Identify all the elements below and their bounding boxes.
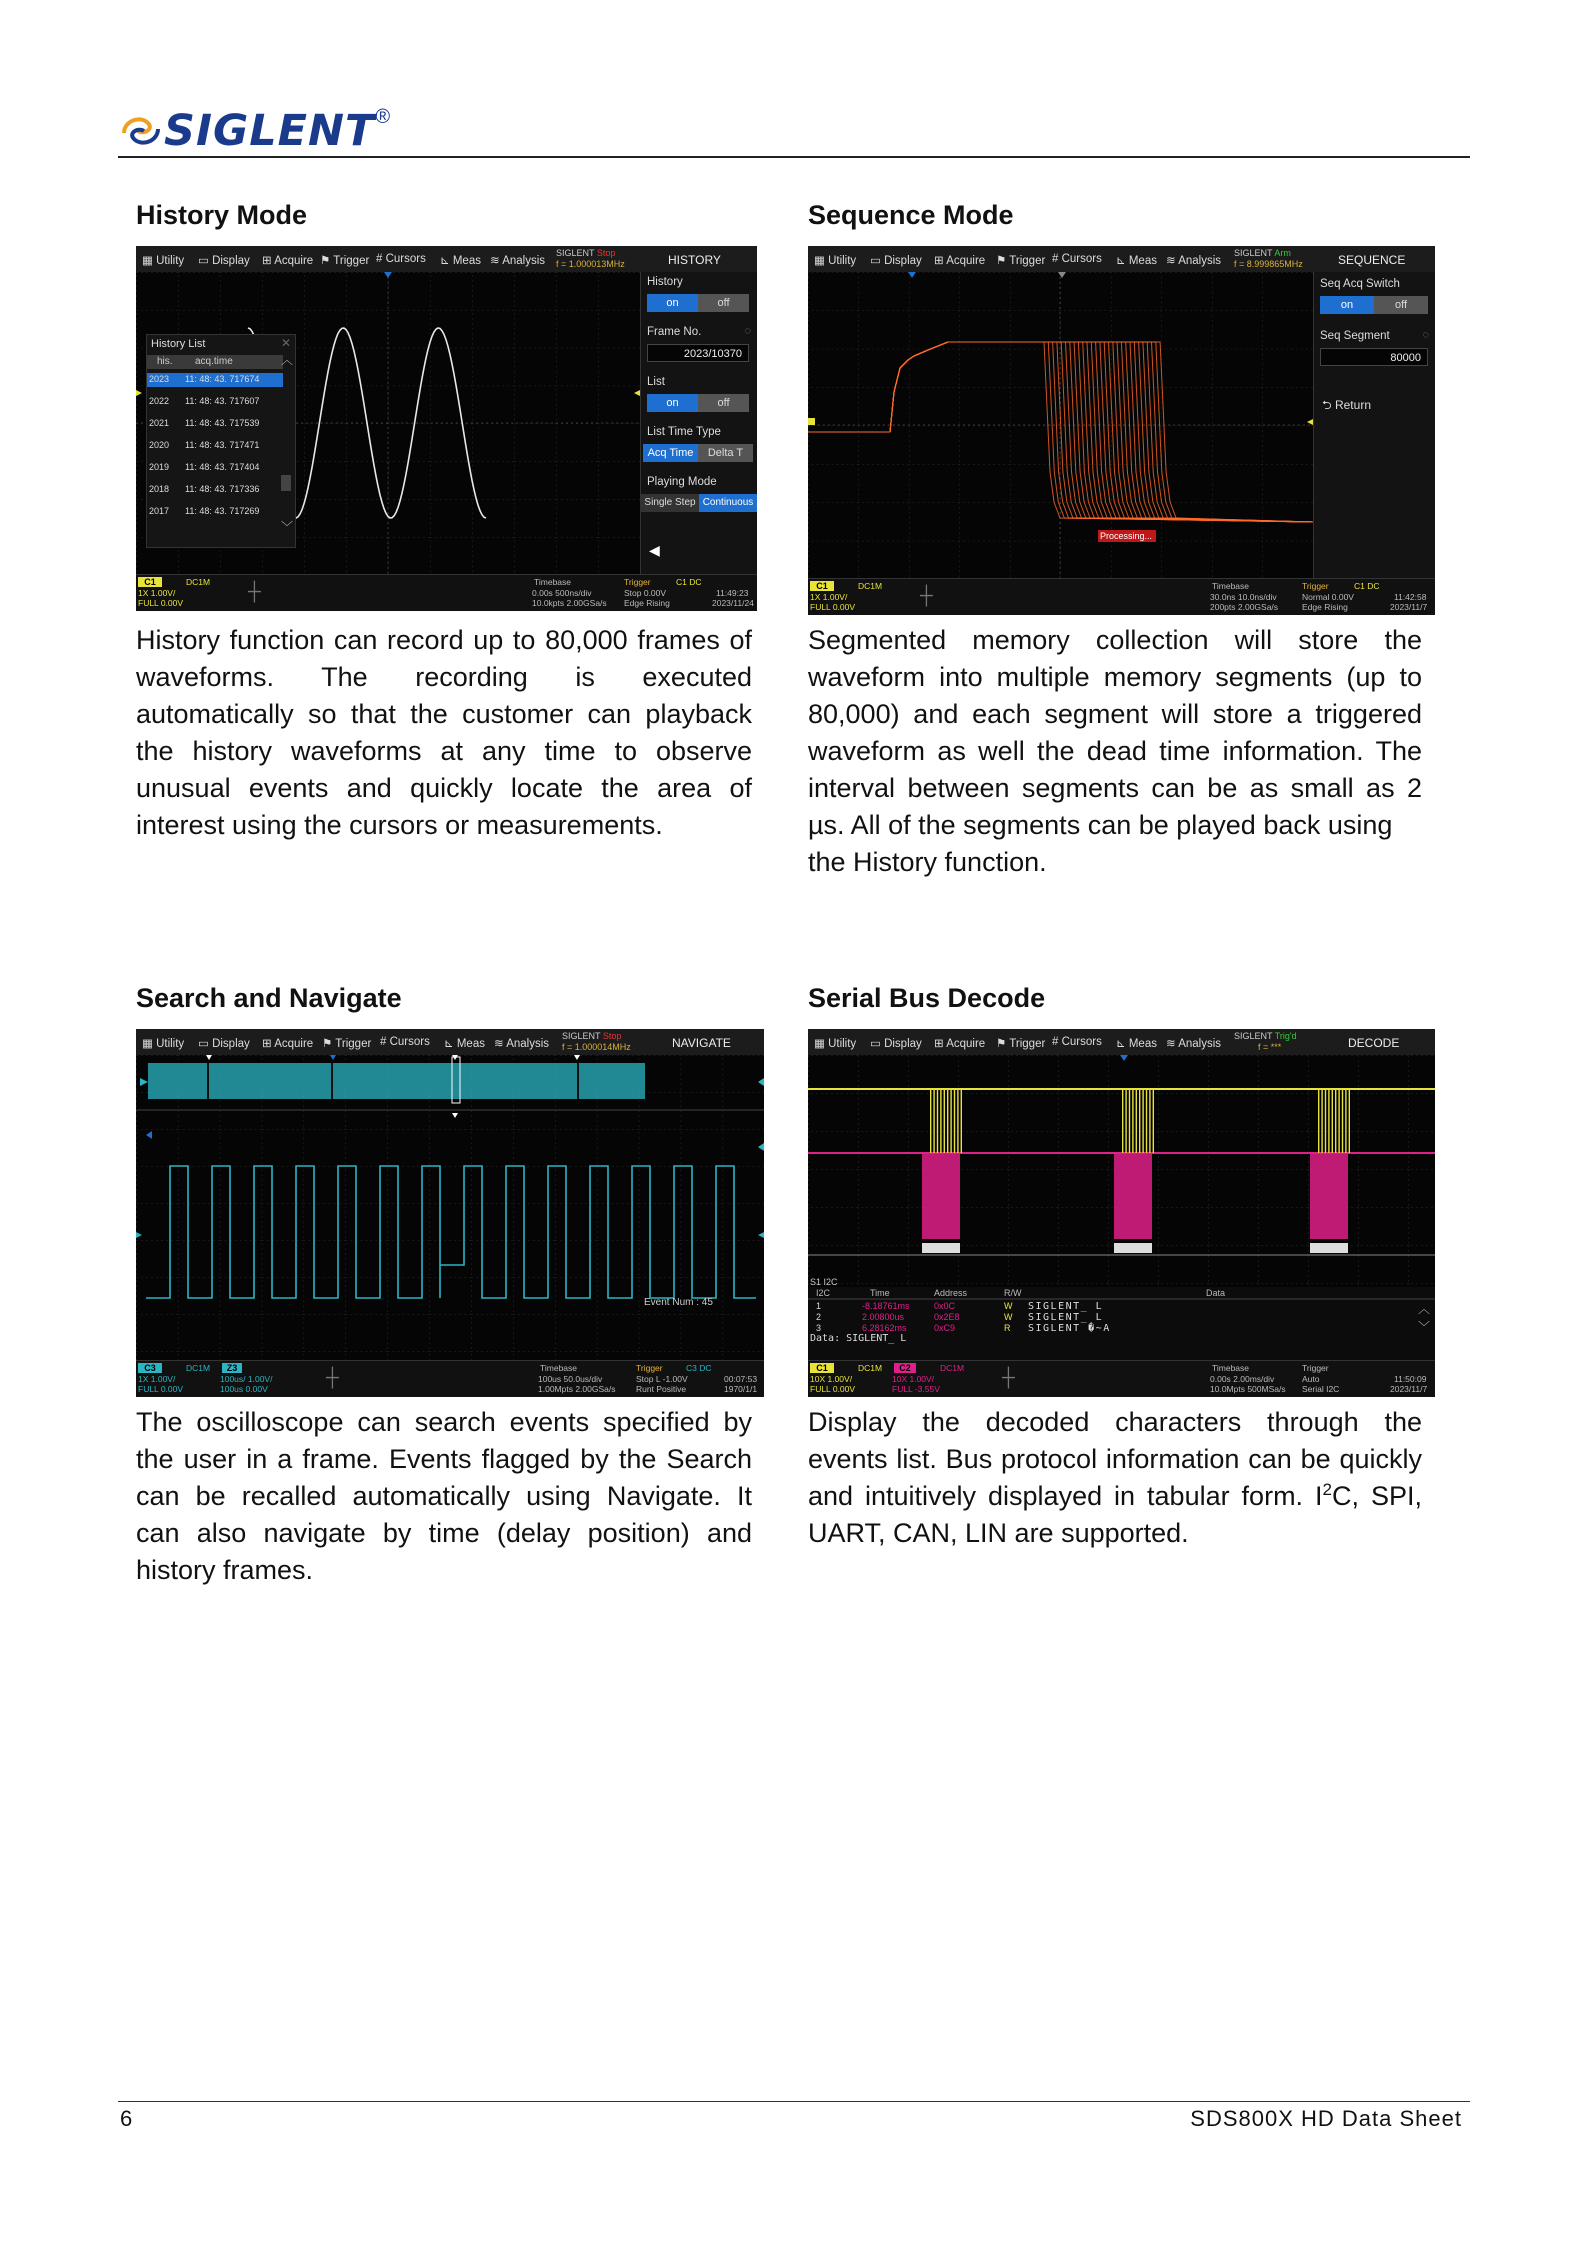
scl-pulse: [1139, 1089, 1140, 1153]
sda-burst: [1310, 1153, 1348, 1239]
decode-scope-screen: [808, 1029, 1435, 1397]
sequence-description: Segmented memory collection will store the waveform into multiple memory segments (up to 80,000) and each segment will store a triggered waveform as well the dead time information. The interval between segments can be as small as 2 µs. All of the segments can be played back using the History function.: [808, 625, 1422, 877]
add-channel-icon[interactable]: ┼: [920, 585, 933, 605]
status-bar: C1 DC1M 1X 1.00V/ FULL 0.00V ┼ Timebase 30.0ns 10.0ns/div 200pts 2.00GSa/s Trigger C1 DC Normal 0.00V Edge Rising 11:42:58 2023/11/7: [808, 578, 1435, 615]
scl-pulse: [1129, 1089, 1130, 1153]
menu-cursors[interactable]: # Cursors: [1052, 253, 1102, 265]
seq-segment-label: Seq Segment: [1320, 330, 1390, 342]
scl-pulse: [1142, 1089, 1143, 1153]
menu-utility[interactable]: ▦ Utility: [142, 1038, 185, 1050]
decode-table-header: Time: [870, 1288, 890, 1298]
page-number: 6: [120, 2106, 133, 2131]
return-icon: ⮌: [1322, 398, 1332, 412]
scl-pulse: [1132, 1089, 1133, 1153]
scl-pulse: [1136, 1089, 1137, 1153]
history-list-row[interactable]: 2018 11: 48: 43. 717336: [149, 484, 260, 494]
scl-pulse: [1328, 1089, 1329, 1153]
scroll-up-icon[interactable]: ︿: [280, 353, 293, 367]
adjust-knob-icon: ◌: [744, 325, 751, 337]
menu-bar: [136, 1029, 764, 1055]
decode-table-cell: -8.18761ms: [862, 1301, 910, 1311]
scl-pulse: [1345, 1089, 1346, 1153]
scl-pulse: [1325, 1089, 1326, 1153]
sda-burst: [1114, 1153, 1152, 1239]
history-list-row[interactable]: 2021 11: 48: 43. 717539: [149, 418, 260, 428]
playing-mode-label: Playing Mode: [647, 476, 717, 488]
menu-display[interactable]: ▭ Display: [198, 1038, 250, 1050]
scl-pulse: [1125, 1089, 1126, 1153]
menu-meas[interactable]: ⊾ Meas: [1116, 1038, 1157, 1050]
decode-table-cell: 6.28162ms: [862, 1323, 907, 1333]
play-back-icon[interactable]: ◀: [649, 542, 660, 558]
navigate-scope-screen: [136, 1029, 764, 1397]
history-list-row[interactable]: 2023 11: 48: 43. 717674: [147, 373, 283, 387]
menu-meas[interactable]: ⊾ Meas: [444, 1038, 485, 1050]
logo-registered: ®: [375, 105, 391, 128]
scl-pulse: [1332, 1089, 1333, 1153]
waveform-plot: [808, 272, 1313, 579]
sequence-scope-screen: [808, 246, 1435, 615]
menu-trigger[interactable]: ⚑ Trigger: [322, 1038, 372, 1050]
serial-bus-decode-title: Serial Bus Decode: [808, 983, 1046, 1013]
history-list-row[interactable]: 2019 11: 48: 43. 717404: [149, 462, 260, 472]
decode-data-line: Data: SIGLENT_ L: [810, 1333, 907, 1344]
zoom-overview-band: [148, 1063, 645, 1099]
decode-table-cell: 0x2E8: [934, 1312, 960, 1322]
bus-label: S1 I2C: [810, 1277, 838, 1287]
return-button[interactable]: ⮌ Return: [1322, 398, 1371, 412]
waveform-plot: [136, 1055, 764, 1361]
scroll-up-icon[interactable]: ︿: [1418, 1302, 1431, 1316]
decode-table-cell: SIGLENT_ L: [1028, 1301, 1104, 1312]
ch3-badge[interactable]: C3: [138, 1363, 162, 1373]
mode-title: NAVIGATE: [672, 1036, 731, 1050]
menu-acquire[interactable]: ⊞ Acquire: [262, 1038, 314, 1050]
history-toggle[interactable]: on off: [647, 294, 749, 312]
menu-trigger[interactable]: ⚑ Trigger: [320, 255, 370, 267]
seq-segment-value[interactable]: 80000: [1320, 348, 1428, 366]
decode-table-header: R/W: [1004, 1288, 1022, 1298]
history-list-title: History List: [151, 338, 206, 350]
brand-status: SIGLENT Stop f = 1.000013MHz: [556, 248, 625, 269]
menu-analysis[interactable]: ≋ Analysis: [1166, 255, 1222, 267]
brand-status: SIGLENT Stop f = 1.000014MHz: [562, 1031, 631, 1052]
sequence-side-menu: [1313, 272, 1435, 579]
event-num: Event Num : 45: [644, 1297, 713, 1308]
menu-acquire[interactable]: ⊞ Acquire: [934, 1038, 986, 1050]
scl-pulse: [933, 1089, 934, 1153]
menu-utility[interactable]: ▦ Utility: [142, 255, 185, 267]
menu-display[interactable]: ▭ Display: [198, 255, 250, 267]
clock-date: 2023/11/24: [712, 598, 754, 608]
menu-analysis[interactable]: ≋ Analysis: [494, 1038, 550, 1050]
clock-time: 11:49:23: [716, 588, 749, 598]
history-side-menu: [640, 272, 757, 575]
menu-display[interactable]: ▭ Display: [870, 1038, 922, 1050]
decode-table-cell: 0xC9: [934, 1323, 956, 1333]
menu-cursors[interactable]: # Cursors: [1052, 1036, 1102, 1048]
decode-table-cell: 2.00800us: [862, 1312, 905, 1322]
search-description: The oscilloscope can search events specified by the user in a frame. Events flagged by the Search can be recalled automatically using Navigate. It can also navigate by time (delay position) and history frames.: [136, 1407, 752, 1585]
zoom-ch3-badge[interactable]: Z3: [222, 1363, 242, 1373]
close-icon[interactable]: ✕: [280, 336, 291, 350]
decode-marker: [922, 1243, 960, 1253]
scl-pulse: [954, 1089, 955, 1153]
scl-pulse: [950, 1089, 951, 1153]
ch1-badge[interactable]: C1: [810, 1363, 834, 1373]
scl-pulse: [1321, 1089, 1322, 1153]
brand-status: SIGLENT Arm f = 8.999865MHz: [1234, 248, 1303, 269]
playing-mode-toggle[interactable]: Single Step Continuous: [641, 494, 757, 512]
menu-bar: [808, 1029, 1435, 1055]
menu-acquire[interactable]: ⊞ Acquire: [934, 255, 986, 267]
decode-table-cell: 1: [816, 1301, 822, 1311]
clock-date: 2023/11/7: [1390, 1384, 1428, 1394]
history-list-row[interactable]: 2020 11: 48: 43. 717471: [149, 440, 260, 450]
history-list-panel: [146, 334, 296, 548]
status-bar: C1 DC1M 10X 1.00V/ FULL 0.00V C2 DC1M 10X 1.00V/ FULL -3.55V ┼ Timebase 0.00s 2.00ms/div 10.0Mpts 500MSa/s Trigger Auto Serial I2C 11:50:09 2023/11/7: [808, 1360, 1435, 1397]
seq-acq-switch-label: Seq Acq Switch: [1320, 278, 1400, 290]
decode-table-cell: 2: [816, 1312, 822, 1322]
menu-acquire[interactable]: ⊞ Acquire: [262, 255, 314, 267]
scl-pulse: [1149, 1089, 1150, 1153]
frame-no-label: Frame No.: [647, 326, 702, 338]
decode-description: Display the decoded characters through the events list. Bus protocol information can be quickly and intuitively displayed in tabular form. $I^2C$, SPI, UART, CAN, LIN are supported.: [808, 1407, 1422, 1548]
menu-display[interactable]: ▭ Display: [870, 255, 922, 267]
clock-date: 1970/1/1: [724, 1384, 758, 1394]
menu-utility[interactable]: ▦ Utility: [814, 1038, 857, 1050]
search-navigate-title: Search and Navigate: [136, 983, 402, 1013]
sda-burst: [922, 1153, 960, 1239]
decode-line-3: and intuitively displayed in tabular form. $I^2C$, SPI,: [808, 1480, 1422, 1511]
mode-title: HISTORY: [668, 253, 721, 267]
menu-meas[interactable]: ⊾ Meas: [1116, 255, 1157, 267]
sequence-mode-title: Sequence Mode: [808, 200, 1014, 230]
menu-analysis[interactable]: ≋ Analysis: [490, 255, 546, 267]
add-channel-icon[interactable]: ┼: [248, 581, 261, 601]
list-time-type-toggle[interactable]: Acq Time Delta T: [643, 444, 753, 462]
menu-trigger[interactable]: ⚑ Trigger: [996, 1038, 1046, 1050]
ch1-offset-marker: [808, 418, 815, 425]
add-channel-icon[interactable]: ┼: [1002, 1367, 1015, 1387]
scroll-down-icon[interactable]: ﹀: [280, 520, 293, 534]
scl-pulse: [944, 1089, 945, 1153]
scl-pulse: [1342, 1089, 1343, 1153]
decode-table-header: I2C: [816, 1288, 831, 1298]
decode-table-header: Data: [1206, 1288, 1226, 1298]
history-list-header: his. acq.time: [147, 355, 283, 369]
menu-trigger[interactable]: ⚑ Trigger: [996, 255, 1046, 267]
menu-cursors[interactable]: # Cursors: [376, 253, 426, 265]
history-list-row[interactable]: 2017 11: 48: 43. 717269: [149, 506, 260, 516]
menu-meas[interactable]: ⊾ Meas: [440, 255, 481, 267]
add-channel-icon[interactable]: ┼: [326, 1367, 339, 1387]
menu-bar: [136, 246, 757, 272]
decode-table-cell: SIGLENT_ L: [1028, 1312, 1104, 1323]
scl-pulse: [940, 1089, 941, 1153]
decode-table-cell: 0x0C: [934, 1301, 956, 1311]
footer-doc-title: SDS800X HD Data Sheet: [1190, 2106, 1462, 2131]
waveform-plot: [808, 1055, 1435, 1361]
siglent-logo: [118, 106, 390, 156]
menu-utility[interactable]: ▦ Utility: [814, 255, 857, 267]
scl-pulse: [1122, 1089, 1123, 1153]
history-description: History function can record up to 80,000 frames of waveforms. The recording is executed automatically so that the customer can playback the history waveforms at any time to observe unusual events and quickly locate the area of interest using the cursors or measurements.: [136, 625, 752, 840]
decode-marker: [1114, 1243, 1152, 1253]
ch1-badge[interactable]: C1: [810, 581, 834, 591]
clock-time: 11:42:58: [1394, 592, 1427, 602]
clock-time: 00:07:53: [724, 1374, 758, 1384]
decode-table-cell: W: [1004, 1301, 1013, 1311]
menu-analysis[interactable]: ≋ Analysis: [1166, 1038, 1222, 1050]
decode-table-cell: R: [1004, 1323, 1011, 1333]
seq-acq-switch-toggle[interactable]: on off: [1320, 296, 1428, 314]
siglent-swirl-icon: [118, 111, 164, 151]
processing-text: Processing...: [1100, 531, 1153, 541]
ch1-badge[interactable]: C1: [138, 577, 162, 587]
list-label: List: [647, 376, 665, 388]
menu-cursors[interactable]: # Cursors: [380, 1036, 430, 1048]
frame-no-value[interactable]: 2023/10370: [647, 344, 749, 362]
history-list-row[interactable]: 2022 11: 48: 43. 717607: [149, 396, 260, 406]
decode-table-cell: 3: [816, 1323, 822, 1333]
decode-table-cell: W: [1004, 1312, 1013, 1322]
mode-title: DECODE: [1348, 1036, 1400, 1050]
history-label: History: [647, 276, 683, 288]
scl-pulse: [1349, 1089, 1350, 1153]
adjust-knob-icon: ◌: [1422, 329, 1429, 341]
scl-pulse: [1335, 1089, 1336, 1153]
scl-pulse: [1153, 1089, 1154, 1153]
brand-status: SIGLENT Trig'd f = ***: [1234, 1031, 1297, 1052]
decode-marker: [1310, 1243, 1348, 1253]
scl-pulse: [961, 1089, 962, 1153]
scl-pulse: [1146, 1089, 1147, 1153]
scroll-down-icon[interactable]: ﹀: [1418, 1320, 1431, 1334]
scl-pulse: [1318, 1089, 1319, 1153]
list-scrollbar[interactable]: [281, 475, 291, 491]
ch2-badge[interactable]: C2: [894, 1363, 916, 1373]
menu-bar: [808, 246, 1435, 272]
scl-pulse: [930, 1089, 931, 1153]
history-scope-screen: [136, 246, 757, 611]
list-toggle[interactable]: on off: [647, 394, 749, 412]
status-bar: C3 DC1M 1X 1.00V/ FULL 0.00V Z3 100us/ 1.00V/ 100us 0.00V ┼ Timebase 100us 50.0us/div 1.00Mpts 2.00GSa/s Trigger C3 DC Stop L -1.00V Runt Positive 00:07:53 1970/1/1: [136, 1360, 764, 1397]
footer-rule: [118, 2101, 1470, 2102]
header-rule: [118, 156, 1470, 158]
history-mode-title: History Mode: [136, 200, 308, 230]
list-time-type-label: List Time Type: [647, 426, 721, 438]
clock-time: 11:50:09: [1394, 1374, 1427, 1384]
mode-title: SEQUENCE: [1338, 253, 1406, 267]
scl-pulse: [1338, 1089, 1339, 1153]
scl-pulse: [957, 1089, 958, 1153]
status-bar: C1 DC1M 1X 1.00V/ FULL 0.00V ┼ Timebase 0.00s 500ns/div 10.0kpts 2.00GSa/s Trigger C1 DC Stop 0.00V Edge Rising 11:49:23 2023/11/24: [136, 574, 757, 611]
decode-table-cell: SIGLENT �~A: [1028, 1323, 1111, 1334]
scl-pulse: [937, 1089, 938, 1153]
decode-table-header: Address: [934, 1288, 968, 1298]
scl-pulse: [947, 1089, 948, 1153]
logo-text: SIGLENT: [164, 106, 376, 156]
clock-date: 2023/11/7: [1390, 602, 1428, 612]
